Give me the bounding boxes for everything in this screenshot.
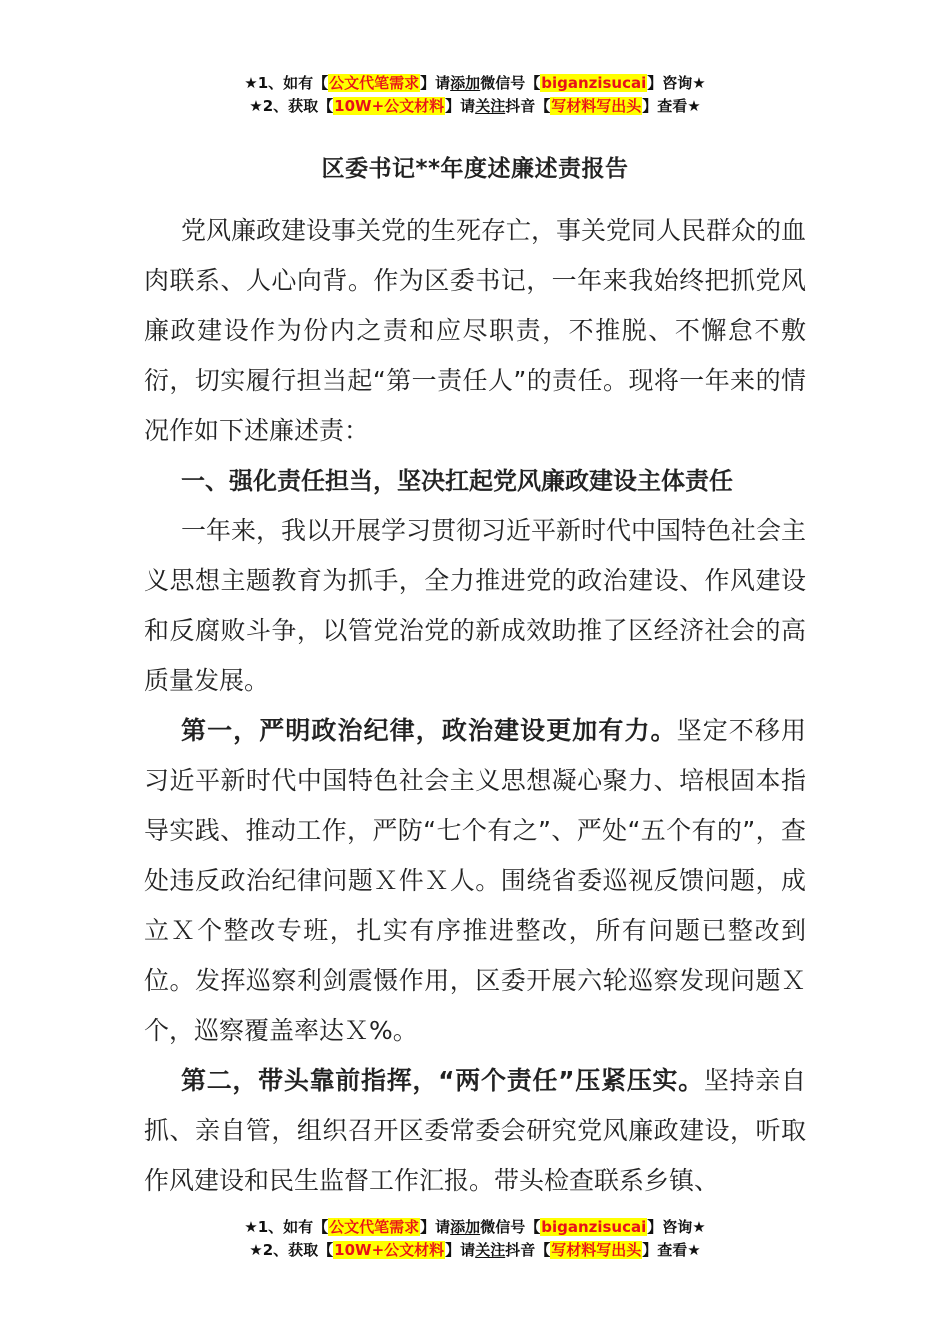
promo-line-materials: ★2、获取【10W+公文材料】请关注抖音【写材料写出头】查看★ [249, 97, 701, 115]
highlight-service: 公文代笔需求 [329, 74, 420, 92]
section-intro-paragraph: 一年来，我以开展学习贯彻习近平新时代中国特色社会主义思想主题教育为抓手，全力推进党的政治建设、作风建设和反腐败斗争，以管党治党的新成效助推了区经济社会的高质量发展。 [144, 516, 807, 695]
highlight-materials: 10W+公文材料 [334, 1241, 445, 1259]
document-title: 区委书记**年度述廉述责报告 [321, 156, 629, 182]
star-icon: ★ [244, 74, 258, 92]
point-two-paragraph [144, 1056, 806, 1206]
star-icon: ★ [687, 1241, 701, 1259]
star-icon: ★ [244, 1218, 258, 1236]
promo-line-consult: ★1、如有【公文代笔需求】请添加微信号【biganzisucai】咨询★ [244, 74, 706, 92]
highlight-service: 公文代笔需求 [329, 1218, 420, 1236]
promo-banner-bottom [0, 1216, 950, 1262]
section-heading: 一、强化责任担当，坚决扛起党风廉政建设主体责任 [181, 467, 733, 495]
star-icon: ★ [692, 74, 706, 92]
promo-line-materials: ★2、获取【10W+公文材料】请关注抖音【写材料写出头】查看★ [249, 1241, 701, 1259]
star-icon: ★ [249, 1241, 263, 1259]
promo-line-consult: ★1、如有【公文代笔需求】请添加微信号【biganzisucai】咨询★ [244, 1218, 706, 1236]
highlight-materials: 10W+公文材料 [334, 97, 445, 115]
star-icon: ★ [692, 1218, 706, 1236]
highlight-douyin-account: 写材料写出头 [551, 1241, 642, 1259]
point-two-body: 坚持亲自抓、亲自管，组织召开区委常委会研究党风廉政建设，听取作风建设和民生监督工作汇报。带头检查联系乡镇、 [144, 1066, 806, 1195]
point-one-lead: 第一，严明政治纪律，政治建设更加有力。 [181, 716, 677, 745]
document-body [144, 206, 806, 1206]
star-icon: ★ [687, 97, 701, 115]
highlight-wechat-id: biganzisucai [541, 74, 647, 92]
intro-paragraph: 党风廉政建设事关党的生死存亡，事关党同人民群众的血肉联系、人心向背。作为区委书记，一年来我始终把抓党风廉政建设作为份内之责和应尽职责，不推脱、不懈怠不敷衍，切实履行担当起“第一责任人”的责任。现将一年来的情况作如下述廉述责： [144, 216, 807, 445]
point-one-paragraph [144, 706, 806, 1056]
promo-banner-top [0, 72, 950, 118]
highlight-douyin-account: 写材料写出头 [551, 97, 642, 115]
star-icon: ★ [249, 97, 263, 115]
point-one-body: 坚定不移用习近平新时代中国特色社会主义思想凝心聚力、培根固本指导实践、推动工作，严防“七个有之”、严处“五个有的”，查处违反政治纪律问题Ｘ件Ｘ人。围绕省委巡视反馈问题，成立Ｘ个整改专班，扎实有序推进整改，所有问题已整改到位。发挥巡察利剑震慑作用，区委开展六轮巡察发现问题Ｘ个，巡察覆盖率达Ｘ%。 [144, 716, 806, 1045]
highlight-wechat-id: biganzisucai [541, 1218, 647, 1236]
point-two-lead: 第二，带头靠前指挥，“两个责任”压紧压实。 [181, 1066, 704, 1095]
